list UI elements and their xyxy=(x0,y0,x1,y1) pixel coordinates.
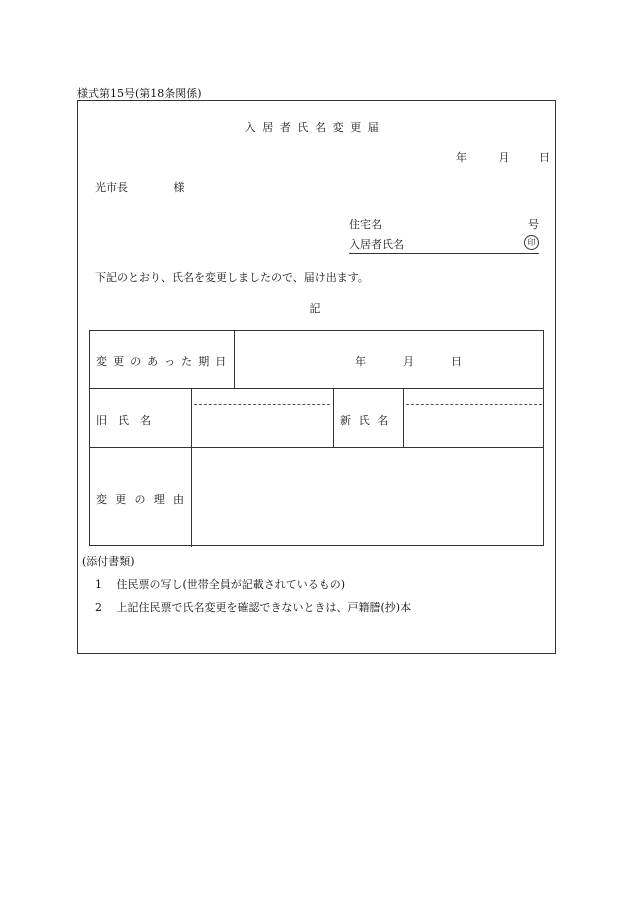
table-col-divider xyxy=(333,388,334,447)
submission-date xyxy=(456,149,550,165)
resident-name-row xyxy=(349,236,539,254)
reason-field[interactable] xyxy=(193,449,543,545)
date-day-label: 日 xyxy=(539,151,550,164)
housing-name-label: 住宅名 xyxy=(349,218,382,231)
attachment-text: 上記住民票で氏名変更を確認できないときは、戸籍謄(抄)本 xyxy=(116,601,412,614)
table-row-divider xyxy=(90,388,543,389)
change-date-day: 日 xyxy=(451,355,462,368)
attachment-number: 2 xyxy=(95,601,102,614)
seal-mark: 印 xyxy=(524,235,539,250)
change-date-year: 年 xyxy=(355,355,366,368)
old-name-field[interactable] xyxy=(193,390,332,446)
new-name-field[interactable] xyxy=(405,390,543,446)
date-month-label: 月 xyxy=(498,151,510,164)
addressee-honorific: 様 xyxy=(173,181,185,194)
change-date-month: 月 xyxy=(403,355,414,368)
table-row-divider xyxy=(90,447,543,448)
table-col-divider xyxy=(403,388,404,447)
change-date-label: 変更のあった期日 xyxy=(96,355,233,368)
reason-label: 変更の理由 xyxy=(96,493,193,506)
attachment-item xyxy=(95,599,411,615)
addressee-name: 光市長 xyxy=(95,181,128,194)
resident-name-label: 入居者氏名 xyxy=(349,238,404,251)
form-number: 様式第15号(第18条関係) xyxy=(77,87,202,100)
form-title: 入居者氏名変更届 xyxy=(244,121,386,134)
housing-number-suffix: 号 xyxy=(528,218,539,231)
table-col-divider xyxy=(234,331,235,388)
change-details-table xyxy=(89,330,544,546)
table-col-divider xyxy=(191,388,192,547)
date-year-label: 年 xyxy=(456,151,467,164)
attachment-number: 1 xyxy=(95,578,102,591)
new-name-label: 新氏名 xyxy=(340,414,397,427)
statement-text: 下記のとおり、氏名を変更しましたので、届け出ます。 xyxy=(95,271,369,284)
old-name-label: 旧 氏 名 xyxy=(96,414,151,427)
attachment-text: 住民票の写し(世帯全員が記載されているもの) xyxy=(116,578,346,591)
attachments-heading: (添付書類) xyxy=(82,555,135,568)
attachment-item xyxy=(95,576,345,592)
housing-name-row xyxy=(349,216,539,232)
ki-heading: 記 xyxy=(309,302,321,315)
change-date-field[interactable] xyxy=(236,331,542,387)
addressee xyxy=(95,179,185,195)
